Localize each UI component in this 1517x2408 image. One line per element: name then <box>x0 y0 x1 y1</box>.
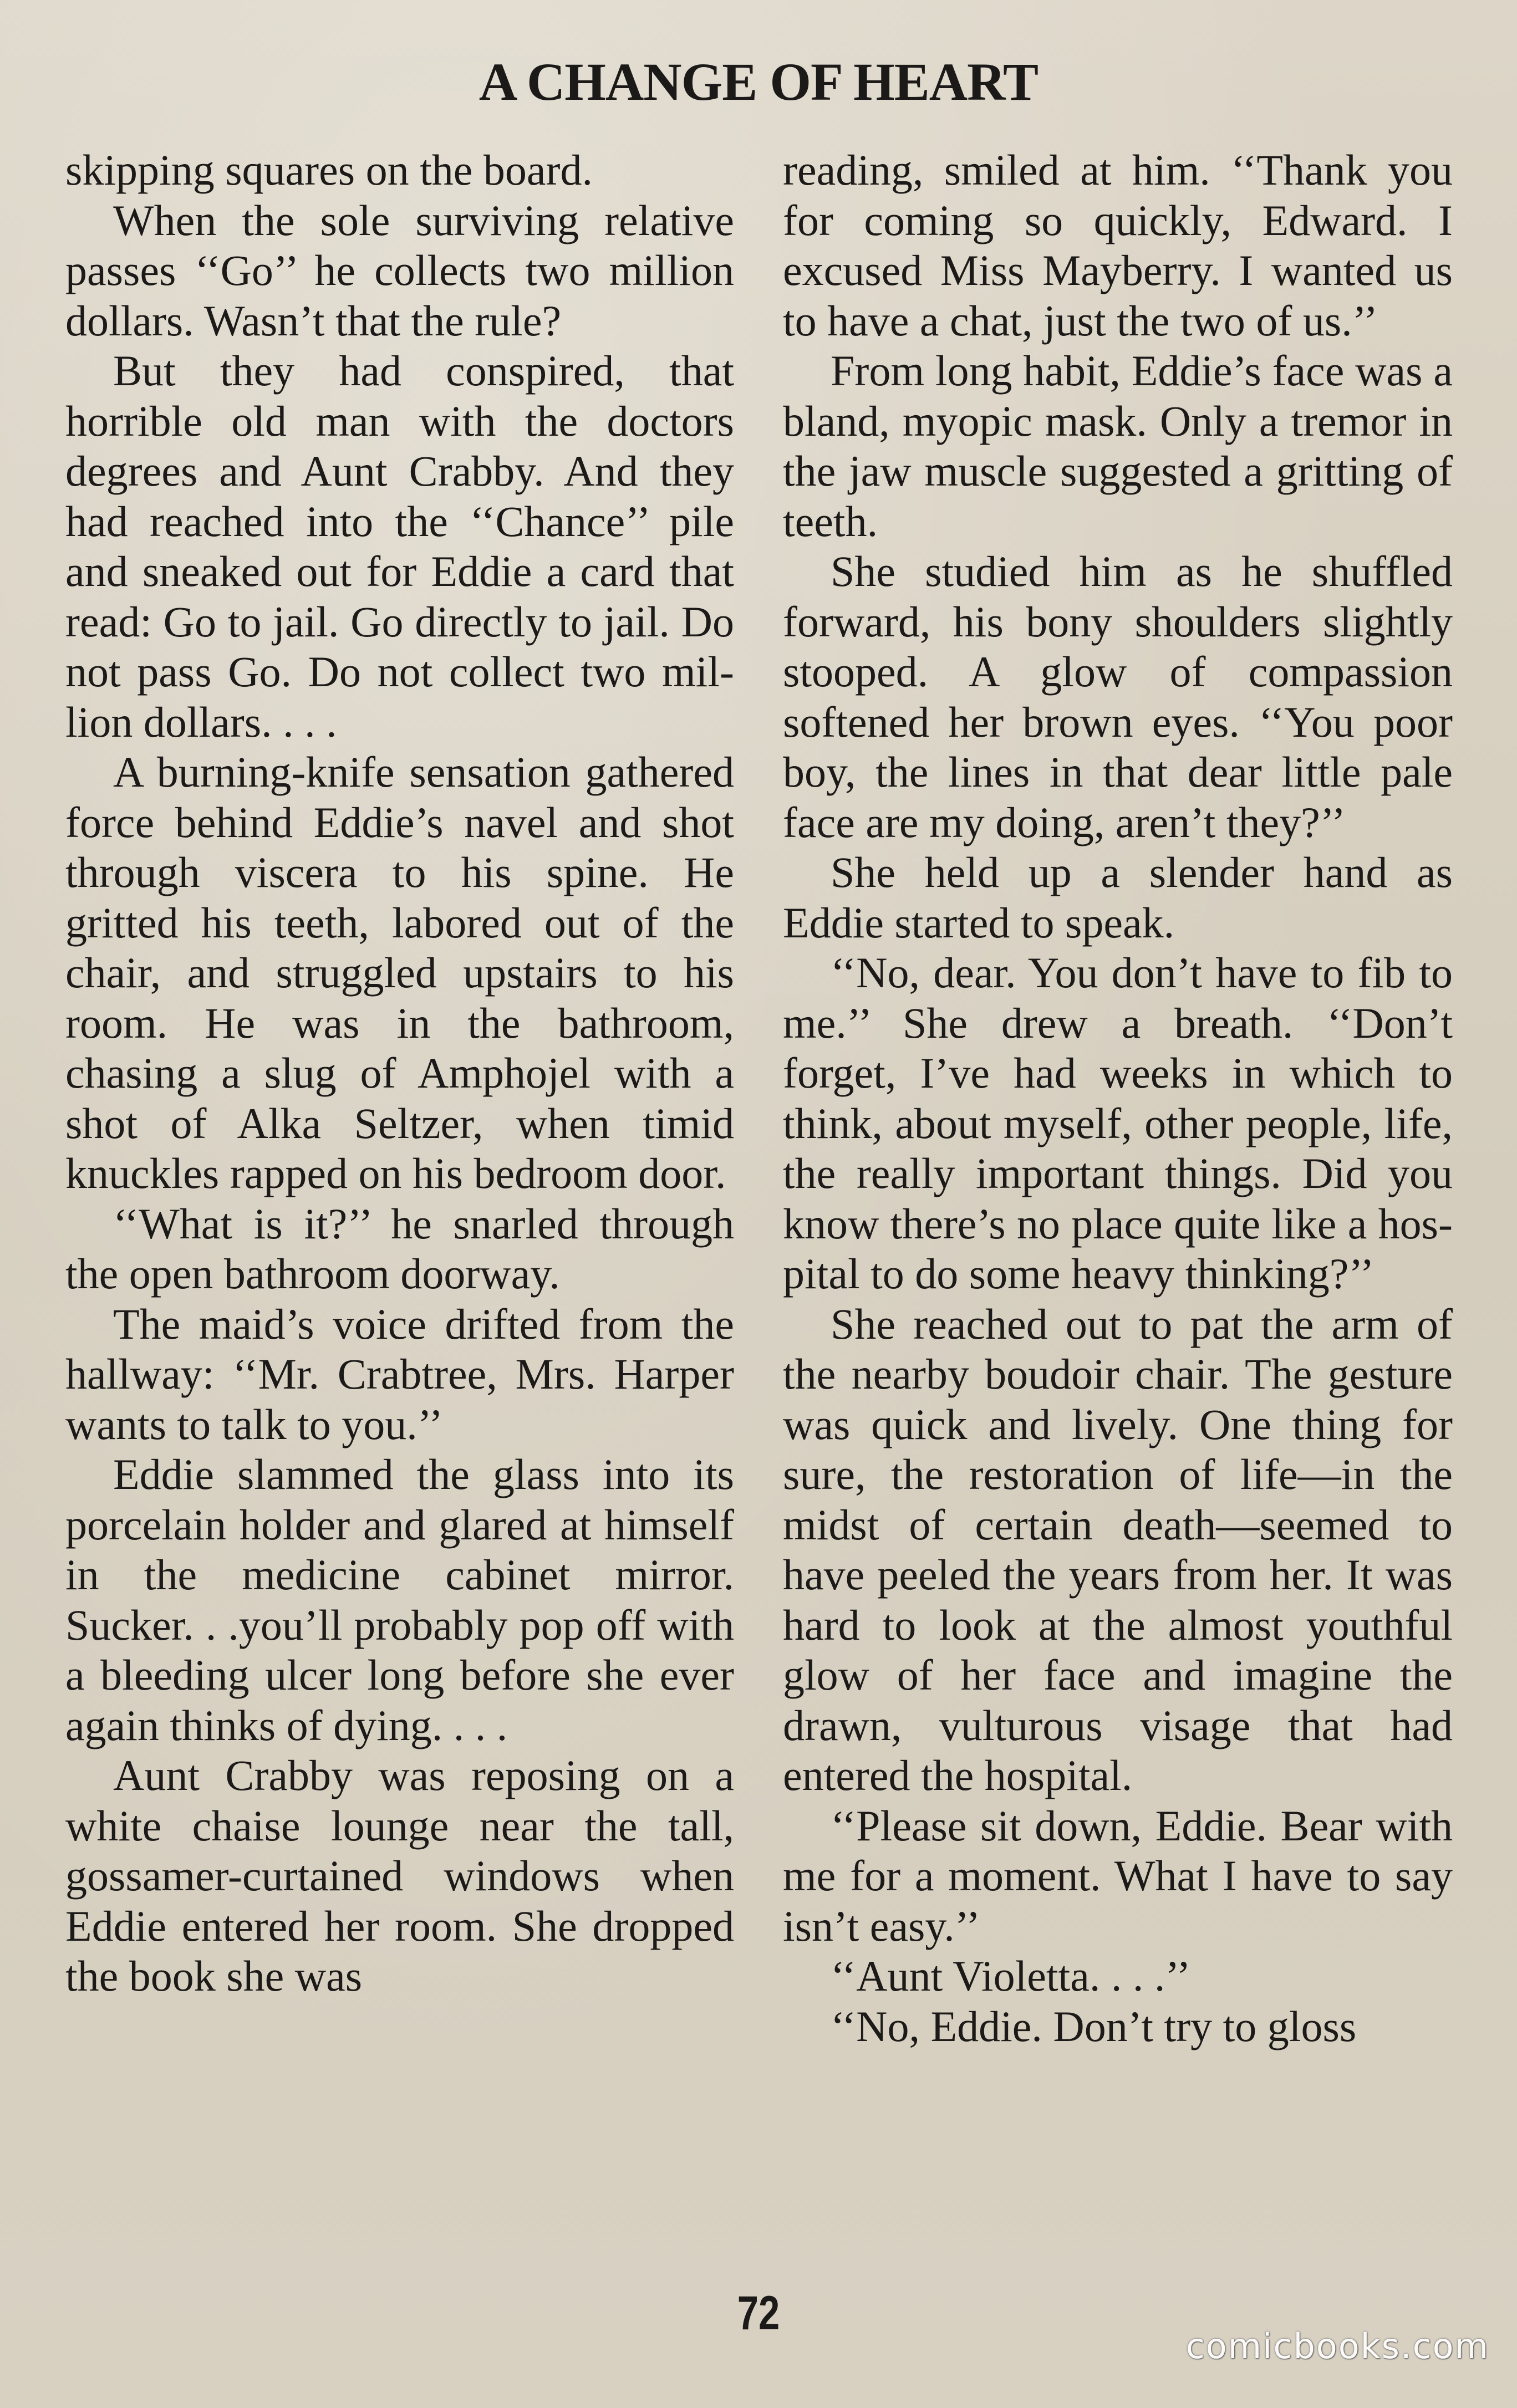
paragraph: The maid’s voice drifted from the hallway: ‘‘Mr. Crabtree, Mrs. Harper wants to talk to you.’’ <box>65 1299 734 1448</box>
left-text-column <box>65 145 734 2002</box>
paragraph: ‘‘Please sit down, Eddie. Bear with me for a moment. What I have to say isn’t easy.’’ <box>783 1801 1453 1950</box>
paragraph: A burning-knife sensation gathered force behind Eddie’s navel and shot through viscera to his spine. He gritted his teeth, labored out of the chair, and struggled upstairs to his room. He was in the bathroom, chasing a slug of Amphojel with a shot of Alka Seltzer, when timid knuckles rapped on his bedroom door. <box>65 748 734 1197</box>
right-text-column <box>783 145 1453 2052</box>
paragraph: ‘‘No, Eddie. Don’t try to gloss <box>831 2002 1357 2050</box>
story-title: A CHANGE OF HEART <box>478 52 1039 111</box>
watermark: comicbooks.com <box>1185 2326 1489 2366</box>
paragraph: ‘‘No, dear. You don’t have to fib to me.’’ She drew a breath. ‘‘Don’t forget, I’ve had weeks in which to think, about myself, other people, life, the really important things. Did you know there’s no place quite like a hospital to do some heavy thinking?’’ <box>783 948 1453 1298</box>
paragraph: skipping squares on the board. <box>65 146 593 194</box>
paragraph: But they had conspired, that horrible old man with the doctors degrees and Aunt Crabby. And they had reached into the ‘‘Chance’’ pile and sneaked out for Eddie a card that read: Go to jail. Go directly to jail. Do not pass Go. Do not collect two million dollars. . . . <box>65 346 734 746</box>
paragraph: She reached out to pat the arm of the nearby boudoir chair. The gesture was quick and lively. One thing for sure, the restoration of life—in the midst of certain death—seemed to have peeled the years from her. It was hard to look at the almost youthful glow of her face and imagine the drawn, vulturous visage that had entered the hospital. <box>783 1299 1453 1799</box>
paragraph: From long habit, Eddie’s face was a bland, myopic mask. Only a tremor in the jaw muscle suggested a gritting of teeth. <box>783 346 1453 545</box>
paragraph: ‘‘What is it?’’ he snarled through the open bathroom doorway. <box>65 1199 734 1298</box>
paragraph: She studied him as he shuffled forward, his bony shoulders slightly stooped. A glow of compassion softened her brown eyes. ‘‘You poor boy, the lines in that dear little pale face are my doing, aren’t they?’’ <box>783 547 1453 846</box>
paragraph: ‘‘Aunt Violetta. . . .’’ <box>831 1952 1191 2000</box>
paragraph: Aunt Crabby was reposing on a white chaise lounge near the tall, gossamer-curtained windows when Eddie entered her room. She dropped the book she was <box>65 1751 734 2000</box>
paragraph: Eddie slammed the glass into its porcelain holder and glared at himself in the medicine cabinet mirror. Sucker. . .you’ll probably pop off with a bleeding ulcer long before she ever again thinks of dying. . . . <box>65 1450 734 1749</box>
paragraph: She held up a slender hand as Eddie started to speak. <box>783 848 1453 947</box>
paragraph: reading, smiled at him. ‘‘Thank you for coming so quickly, Edward. I excused Miss Mayberry. I wanted us to have a chat, just the two of us.’’ <box>783 146 1453 345</box>
page-number: 72 <box>737 2287 780 2340</box>
paragraph: When the sole surviving relative passes ‘‘Go’’ he collects two million dollars. Wasn’t that the rule? <box>65 196 734 345</box>
